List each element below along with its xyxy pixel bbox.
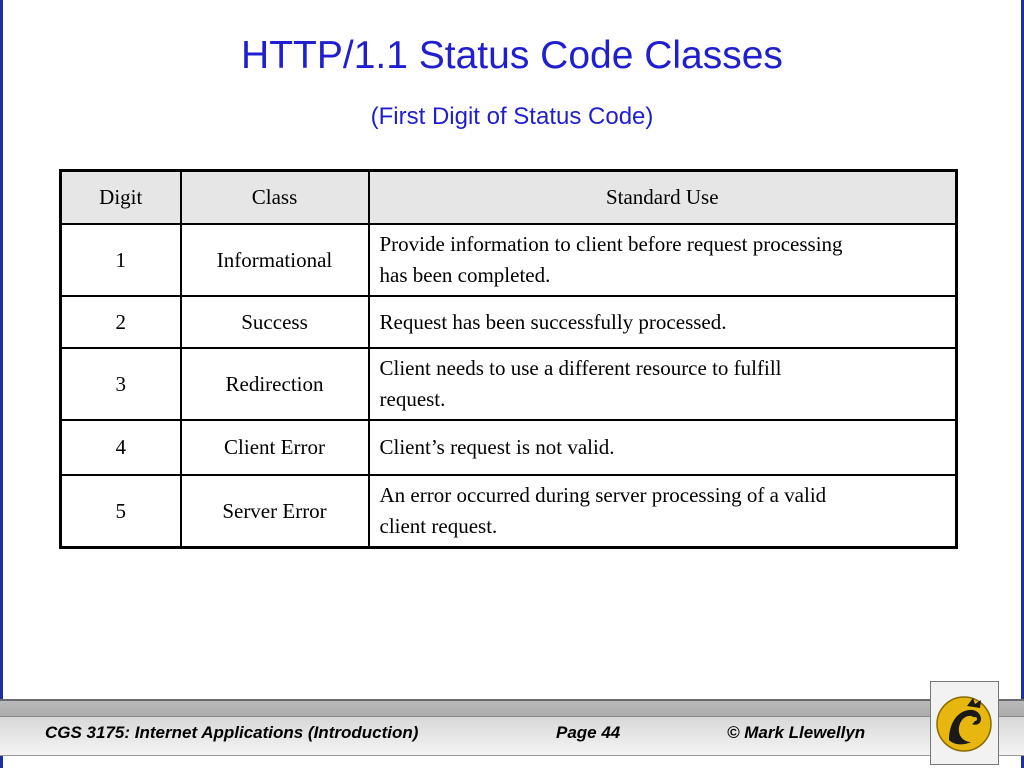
use-line: has been completed. <box>379 263 551 287</box>
use-cell <box>369 475 957 548</box>
pegasus-logo-icon <box>931 682 998 764</box>
class-cell: Redirection <box>181 348 369 420</box>
class-cell: Client Error <box>181 420 369 475</box>
use-line: Client needs to use a different resource to fulfill <box>379 356 782 380</box>
footer-course: CGS 3175: Internet Applications (Introduction) <box>45 723 419 742</box>
header-standard-use: Standard Use <box>369 171 957 225</box>
footer-copyright: © Mark Llewellyn <box>727 723 866 742</box>
table-row <box>61 348 957 420</box>
use-line: Client’s request is not valid. <box>379 435 615 459</box>
logo-box <box>930 681 999 765</box>
use-line: An error occurred during server processing of a valid <box>379 483 827 507</box>
use-line: request. <box>379 387 446 411</box>
use-cell <box>369 348 957 420</box>
digit-cell: 1 <box>61 224 181 296</box>
digit-cell: 3 <box>61 348 181 420</box>
class-cell: Success <box>181 296 369 348</box>
header-digit: Digit <box>61 171 181 225</box>
use-line: Provide information to client before request processing <box>379 232 843 256</box>
digit-cell: 2 <box>61 296 181 348</box>
slide-subtitle: (First Digit of Status Code) <box>370 103 654 130</box>
table-row <box>61 296 957 348</box>
class-cell: Informational <box>181 224 369 296</box>
table-row <box>61 420 957 475</box>
use-cell <box>369 224 957 296</box>
use-line: client request. <box>379 514 498 538</box>
use-cell <box>369 296 957 348</box>
use-cell <box>369 420 957 475</box>
digit-cell: 5 <box>61 475 181 548</box>
digit-cell: 4 <box>61 420 181 475</box>
slide-title: HTTP/1.1 Status Code Classes <box>241 34 783 77</box>
table-row <box>61 224 957 296</box>
class-cell: Server Error <box>181 475 369 548</box>
footer-page-number: Page 44 <box>556 723 621 742</box>
status-code-table <box>59 169 958 549</box>
table-header-row <box>61 171 957 225</box>
header-class: Class <box>181 171 369 225</box>
use-line: Request has been successfully processed. <box>379 309 727 334</box>
table-row <box>61 475 957 548</box>
